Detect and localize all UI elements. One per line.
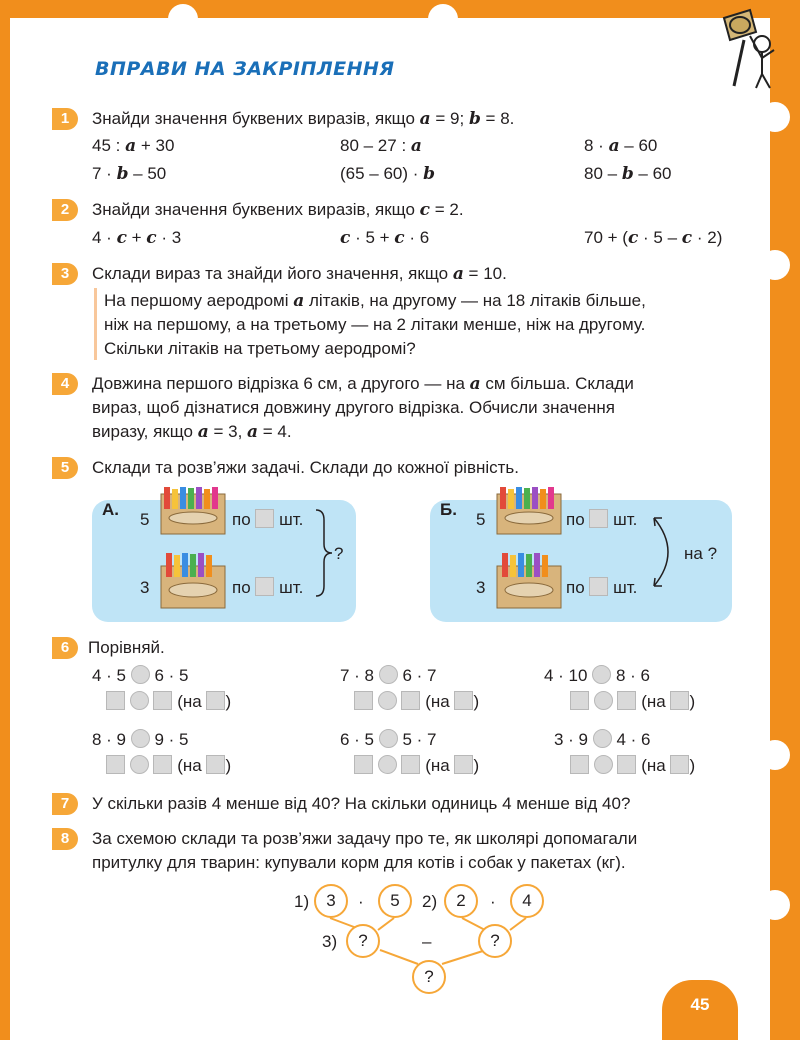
scheme-node: 3 [314,884,348,918]
exercise-number: 1 [52,108,78,130]
scheme-node: 2 [444,884,478,918]
problem-text: Довжина першого відрізка 6 см, а другого — на a см більша. Склади [92,374,634,394]
answer-box[interactable] [670,755,689,774]
exercise-3-title: Склади вираз та знайди його значення, якщо a = 10. [92,264,507,284]
step-label: 2) [422,892,438,911]
scheme-node: 5 [378,884,412,918]
answer-box[interactable] [617,691,636,710]
task-row: по шт. [566,510,638,529]
operator: – [422,932,432,951]
answer-box[interactable] [401,691,420,710]
task-row: по шт. [232,578,304,597]
task-row: по шт. [566,578,638,597]
answer-box[interactable] [106,691,125,710]
expression: 80 – b – 60 [584,164,672,184]
compare-circle[interactable] [593,729,612,748]
exercise-number: 6 [52,637,78,659]
page-frame-right [770,0,800,1040]
binder-tab [760,102,790,132]
comparison: 7 · 8 6 · 7 [340,666,437,685]
step-label: 3) [322,932,338,951]
answer-box[interactable] [670,691,689,710]
scheme-node: 4 [510,884,544,918]
exercise-number: 8 [52,828,78,850]
problem-text: вираз, щоб дізнатися довжину другого відрізка. Обчисли значення [92,398,615,417]
comparison-answer: (на ) [570,690,695,714]
answer-box[interactable] [206,691,225,710]
crayon-box-icon [160,486,226,536]
comparison: 4 · 5 6 · 5 [92,666,189,685]
compare-circle[interactable] [379,665,398,684]
scheme-node: ? [412,960,446,994]
count-label: 3 [140,578,150,597]
comparison-answer: (на ) [106,690,231,714]
compare-circle[interactable] [592,665,611,684]
compare-circle[interactable] [378,691,397,710]
curved-arrow-icon [648,510,686,594]
answer-box[interactable] [570,755,589,774]
crayon-box-icon [160,552,226,610]
exercise-1-title: Знайди значення буквених виразів, якщо a = 9; b = 8. [92,109,515,129]
binder-tab [760,740,790,770]
compare-circle[interactable] [379,729,398,748]
compare-circle[interactable] [131,729,150,748]
compare-circle[interactable] [378,755,397,774]
expression: 70 + (c · 5 – c · 2) [584,228,723,248]
count-label: 5 [140,510,150,529]
pushpin-mascot-icon [716,8,782,92]
problem-text: ніж на першому, а на третьому — на 2 літаки менше, ніж на другому. [104,315,646,334]
answer-box[interactable] [255,509,274,528]
question-mark: ? [334,544,344,563]
binder-tab [760,250,790,280]
answer-box[interactable] [617,755,636,774]
expression: 7 · b – 50 [92,164,167,184]
answer-box[interactable] [206,755,225,774]
answer-box[interactable] [153,755,172,774]
exercise-6-title: Порівняй. [88,638,165,657]
answer-box[interactable] [589,577,608,596]
compare-circle[interactable] [594,691,613,710]
task-row: по шт. [232,510,304,529]
answer-box[interactable] [454,691,473,710]
difference-label: на ? [684,544,718,563]
answer-box[interactable] [454,755,473,774]
curly-brace [314,508,336,598]
comparison: 8 · 9 9 · 5 [92,730,189,749]
exercise-number: 3 [52,263,78,285]
comparison-answer: (на ) [570,754,695,778]
crayon-box-icon [496,486,562,536]
exercise-7-text: У скільки разів 4 менше від 40? На скільки одиниць 4 менше від 40? [92,794,631,813]
page-frame-left [0,0,10,1040]
comparison-answer: (на ) [106,754,231,778]
section-header: ВПРАВИ НА ЗАКРІПЛЕННЯ [95,58,395,80]
exercise-number: 7 [52,793,78,815]
comparison-answer: (на ) [354,690,479,714]
count-label: 5 [476,510,486,529]
binder-tab [760,890,790,920]
expression: (65 – 60) · b [340,164,436,184]
compare-circle[interactable] [594,755,613,774]
exercise-number: 4 [52,373,78,395]
answer-box[interactable] [153,691,172,710]
problem-text: притулку для тварин: купували корм для котів і собак у пакетах (кг). [92,853,626,872]
operator: · [490,892,496,911]
comparison: 3 · 9 4 · 6 [554,730,651,749]
binder-tab [168,4,198,34]
problem-text: виразу, якщо a = 3, a = 4. [92,422,292,442]
expression: c · 5 + c · 6 [340,228,430,248]
exercise-5-title: Склади та розв’яжи задачі. Склади до кожної рівність. [92,458,520,477]
answer-box[interactable] [106,755,125,774]
answer-box[interactable] [401,755,420,774]
expression: 4 · c + c · 3 [92,228,182,248]
compare-circle[interactable] [131,665,150,684]
exercise-2-title: Знайди значення буквених виразів, якщо c = 2. [92,200,464,220]
count-label: 3 [476,578,486,597]
expression: 8 · a – 60 [584,136,658,156]
problem-text: Скільки літаків на третьому аеродромі? [104,339,416,358]
crayon-box-icon [496,552,562,610]
problem-text: На першому аеродромі a літаків, на другому — на 18 літаків більше, [104,291,646,311]
compare-circle[interactable] [130,755,149,774]
comparison: 6 · 5 5 · 7 [340,730,437,749]
answer-box[interactable] [354,755,373,774]
answer-box[interactable] [354,691,373,710]
page-number: 45 [662,980,738,1040]
task-label: А. [102,500,119,519]
operator: · [358,892,364,911]
comparison-answer: (на ) [354,754,479,778]
comparison: 4 · 10 8 · 6 [544,666,650,685]
answer-box[interactable] [589,509,608,528]
binder-tab [428,4,458,34]
problem-text: За схемою склади та розв’яжи задачу про те, як школярі допомагали [92,829,638,848]
page-frame-top [0,0,800,18]
answer-box[interactable] [570,691,589,710]
expression: 45 : a + 30 [92,136,175,156]
scheme-node: ? [478,924,512,958]
expression: 80 – 27 : a [340,136,422,156]
exercise-number: 2 [52,199,78,221]
task-label: Б. [440,500,457,519]
scheme-node: ? [346,924,380,958]
answer-box[interactable] [255,577,274,596]
exercise-number: 5 [52,457,78,479]
compare-circle[interactable] [130,691,149,710]
step-label: 1) [294,892,310,911]
